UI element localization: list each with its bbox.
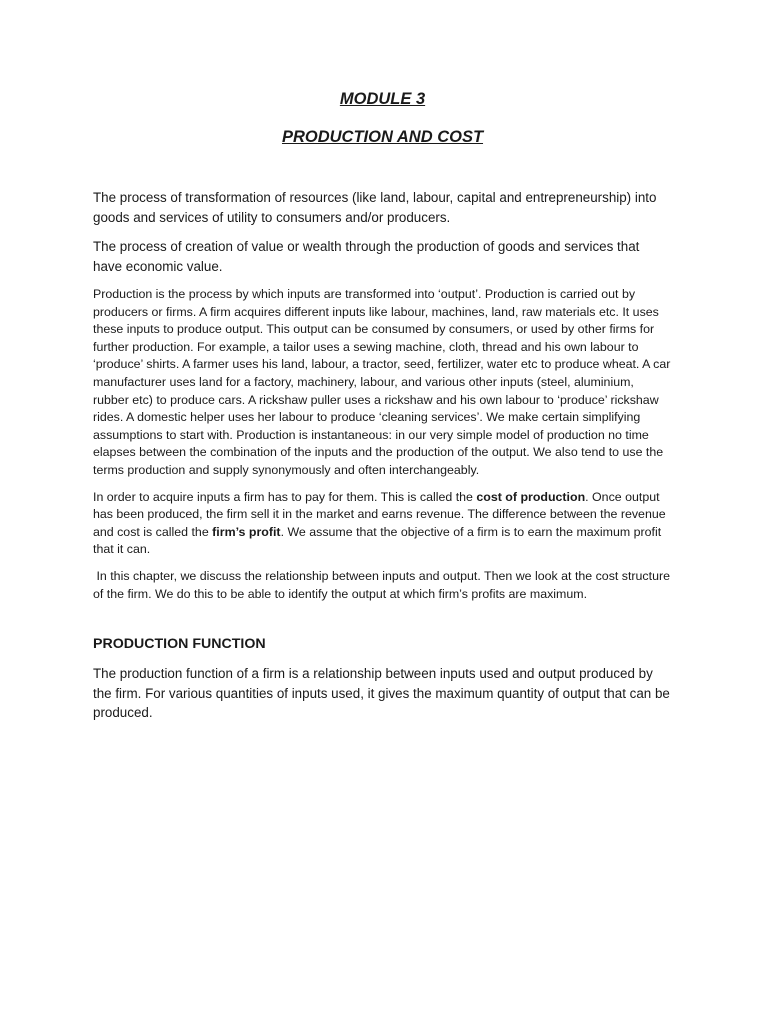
cost-of-production-term: cost of production (476, 489, 586, 504)
section-heading: PRODUCTION FUNCTION (93, 636, 266, 653)
cost-text-3: . We assume that the objective of a firm is to earn the maximum profit that it can. (93, 524, 662, 557)
production-paragraph: Production is the process by which inputs are transformed into ‘output’. Production is carried out by producers or firms. A firm acquires different inputs like labour, machines, land, raw materials etc. It uses these inputs to produce output. This output can be consumed by consumers, or used by other firms for further production. For example, a tailor uses a sewing machine, cloth, thread and his own labour to ‘produce’ shirts. A farmer uses his land, labour, a tractor, seed, fertilizer, water etc to produce wheat. A car manufacturer uses land for a factory, machinery, labour, and various other inputs (steel, aluminium, rubber etc) to produce cars. A rickshaw puller uses a rickshaw and his own labour to ‘produce’ rickshaw rides. A domestic helper uses her labour to produce ‘cleaning services’. We make certain simplifying assumptions to start with. Production is instantaneous: in our very simple model of production no time elapses between the combination of the inputs and the production of the output. We also tend to use the terms production and supply synonymously and often interchangeably. (93, 287, 671, 477)
production-function-paragraph: The production function of a firm is a relationship between inputs used and output produced by the firm. For various quantities of inputs used, it gives the maximum quantity of output that can be produced. (93, 666, 670, 721)
definition-paragraph-2: The process of creation of value or wealth through the production of goods and services that have economic value. (93, 239, 640, 274)
cost-text-1: In order to acquire inputs a firm has to pay for them. This is called the (93, 489, 477, 504)
definition-paragraph-1: The process of transformation of resources (like land, labour, capital and entrepreneurship) into goods and services of utility to consumers and/or producers. (93, 190, 657, 225)
document-subtitle: PRODUCTION AND COST (281, 128, 484, 146)
chapter-paragraph: In this chapter, we discuss the relationship between inputs and output. Then we look at the cost structure of the firm. We do this to be able to identify the output at which firm’s profits are maximum. (93, 568, 674, 601)
firms-profit-term: firm’s profit (212, 524, 281, 539)
cost-paragraph (93, 489, 672, 559)
spacer (93, 148, 672, 188)
module-title: MODULE 3 (339, 90, 426, 108)
cost-text-2: . Once output has been produced, the firm sell it in the market and earns revenue. The difference between the revenue and cost is called the (93, 489, 666, 539)
